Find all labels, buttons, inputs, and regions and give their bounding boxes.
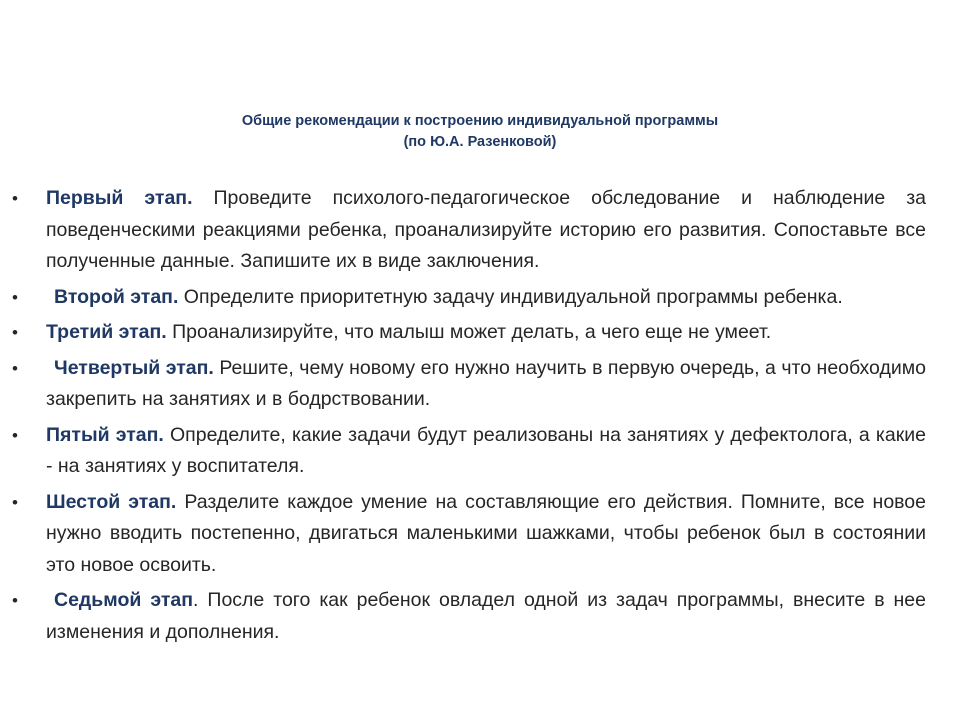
stages-list bbox=[0, 183, 960, 652]
stage-item-1 bbox=[12, 183, 926, 278]
bullet-icon: • bbox=[12, 358, 18, 378]
stage-label: Пятый этап. bbox=[46, 423, 164, 446]
stage-text: Разделите каждое умение на составляющие его действия. Помните, все новое нужно вводить постепенно, двигаться маленькими шажками, чтобы ребенок был в состоянии это новое освоить. bbox=[46, 490, 926, 576]
stage-label: Третий этап. bbox=[46, 321, 167, 343]
stage-text: Определите, какие задачи будут реализованы на занятиях у дефектолога, а какие - на занятиях у воспитателя. bbox=[46, 423, 926, 477]
stage-text: Решите, чему новому его нужно научить в первую очередь, а что необходимо закрепить на занятиях и в бодрствовании. bbox=[46, 356, 927, 410]
stage-item-5 bbox=[12, 420, 926, 483]
bullet-icon: • bbox=[12, 323, 18, 342]
bullet-icon: • bbox=[12, 189, 18, 208]
bullet-icon: • bbox=[12, 591, 18, 610]
stage-item-7 bbox=[12, 585, 926, 648]
stage-label: Первый этап. bbox=[46, 187, 193, 209]
bullet-icon: • bbox=[12, 287, 18, 307]
bullet-icon: • bbox=[12, 492, 18, 512]
stage-label: Второй этап. bbox=[54, 285, 179, 308]
stage-item-3 bbox=[12, 317, 926, 349]
slide-title bbox=[140, 111, 820, 153]
stage-text: Проведите психолого-педагогическое обследование и наблюдение за поведенческими реакциями ребенка, проанализируйте историю его развития. Сопоставьте все полученные данные. Запишите их в виде заключения. bbox=[46, 187, 926, 272]
stage-text: . После того как ребенок овладел одной из задач программы, внесите в нее изменения и дополнения. bbox=[46, 589, 926, 643]
bullet-icon: • bbox=[12, 425, 18, 445]
stage-text: Определите приоритетную задачу индивидуальной программы ребенка. bbox=[178, 285, 843, 308]
stage-item-4 bbox=[12, 353, 927, 416]
title-line-2: (по Ю.А. Разенковой) bbox=[403, 134, 557, 150]
stage-label: Седьмой этап bbox=[54, 589, 194, 611]
stage-item-2 bbox=[12, 282, 926, 314]
stage-label: Шестой этап. bbox=[46, 490, 177, 513]
stage-label: Четвертый этап. bbox=[54, 356, 214, 379]
stage-text: Проанализируйте, что малыш может делать, а чего еще не умеет. bbox=[166, 321, 772, 343]
stage-item-6 bbox=[12, 487, 926, 582]
title-line-1: Общие рекомендации к построению индивидуальной программы bbox=[241, 113, 719, 129]
